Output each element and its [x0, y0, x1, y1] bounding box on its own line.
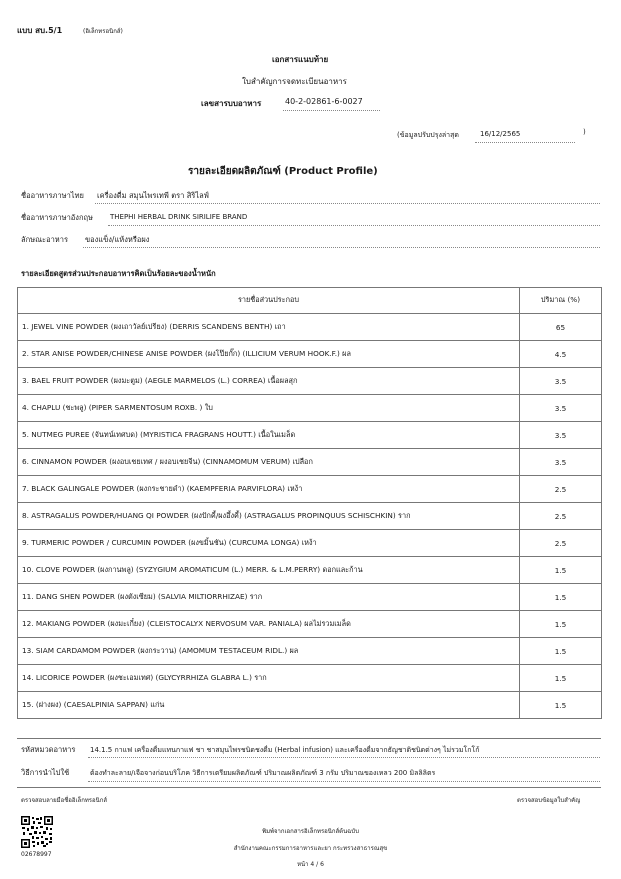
ingredient-name: 10. CLOVE POWDER (ผงกานพลู) (SYZYGIUM AROMATICUM (L.) MERR. & L.M.PERRY) ดอกและก้าน [18, 557, 520, 584]
food-type-value: ของแข็ง/แห้งหรือผง [85, 235, 150, 244]
table-row [18, 422, 602, 449]
table-row [18, 557, 602, 584]
usage-underline [88, 781, 600, 782]
printed-from-note: พิมพ์จากเอกสารอิเล็กทรอนิกส์ต้นฉบับ [262, 828, 359, 835]
ingredient-amount: 1.5 [520, 692, 602, 719]
ingredient-amount: 4.5 [520, 341, 602, 368]
signature-verify-label: ตรวจสอบลายมือชื่ออิเล็กทรอนิกส์ [21, 797, 108, 804]
thai-name-label: ชื่ออาหารภาษาไทย [21, 191, 84, 200]
table-row [18, 665, 602, 692]
footer-divider-bottom [17, 787, 601, 788]
usage-value: ต้องทำละลาย/เจือจางก่อนบริโภค วิธีการเตรียมผลิตภัณฑ์ ปริมาณผลิตภัณฑ์ 3 กรัม ปริมาณของเหลว 200 มิลลิลิตร [90, 769, 436, 777]
table-row [18, 584, 602, 611]
ingredient-amount: 3.5 [520, 422, 602, 449]
category-value: 14.1.5 กาแฟ เครื่องดื่มแทนกาแฟ ชา ชาสมุนไพรชนิดชงดื่ม (Herbal infusion) และเครื่องดื่มจากธัญชาติชนิดต่างๆ ไม่รวมโกโก้ [90, 746, 480, 754]
col-header-amount: ปริมาณ (%) [520, 288, 602, 314]
ingredient-name: 6. CINNAMON POWDER (ผงอบเชยเทศ / ผงอบเชยจีน) (CINNAMOMUM VERUM) เปลือก [18, 449, 520, 476]
category-label: รหัสหมวดอาหาร [21, 745, 76, 754]
certificate-verify-label: ตรวจสอบข้อมูลใบสำคัญ [517, 797, 581, 804]
update-close: ) [583, 128, 586, 136]
profile-title: รายละเอียดผลิตภัณฑ์ (Product Profile) [188, 166, 378, 177]
usage-label: วิธีการนำไปใช้ [21, 768, 70, 777]
ingredient-name: 13. SIAM CARDAMOM POWDER (ผงกระวาน) (AMOMUM TESTACEUM RIDL.) ผล [18, 638, 520, 665]
form-note: (อิเล็กทรอนิกส์) [83, 28, 123, 35]
eng-name-underline [108, 225, 600, 226]
table-row [18, 476, 602, 503]
ingredient-name: 11. DANG SHEN POWDER (ผงตังเซียม) (SALVIA MILTIORRHIZAE) ราก [18, 584, 520, 611]
reg-number-underline [283, 110, 380, 111]
ingredient-name: 3. BAEL FRUIT POWDER (ผงมะตูม) (AEGLE MARMELOS (L.) CORREA) เนื้อผลสุก [18, 368, 520, 395]
table-row [18, 611, 602, 638]
ingredients-table [17, 287, 602, 719]
ingredients-header-row [18, 288, 602, 314]
ingredient-name: 8. ASTRAGALUS POWDER/HUANG QI POWDER (ผงปักคี้/ผงอึ้งคี้) (ASTRAGALUS PROPINQUUS SCHISCHKIN) ราก [18, 503, 520, 530]
ingredient-amount: 2.5 [520, 530, 602, 557]
footer-divider-top [17, 738, 601, 739]
ingredient-amount: 3.5 [520, 368, 602, 395]
ingredient-amount: 1.5 [520, 638, 602, 665]
col-header-name: รายชื่อส่วนประกอบ [18, 288, 520, 314]
qr-code-number: 02678997 [21, 851, 52, 858]
ingredient-name: 12. MAKIANG POWDER (ผงมะเกี๋ยง) (CLEISTOCALYX NERVOSUM VAR. PANIALA) ผลไม่รวมเมล็ด [18, 611, 520, 638]
ingredient-amount: 1.5 [520, 611, 602, 638]
doc-subtitle: ใบสำคัญการจดทะเบียนอาหาร [242, 77, 347, 86]
table-row [18, 395, 602, 422]
category-underline [88, 757, 600, 758]
ingredients-title: รายละเอียดสูตรส่วนประกอบอาหารคิดเป็นร้อยละของน้ำหนัก [21, 269, 216, 278]
table-row [18, 530, 602, 557]
table-row [18, 692, 602, 719]
ingredient-amount: 1.5 [520, 665, 602, 692]
food-type-label: ลักษณะอาหาร [21, 235, 68, 244]
table-row [18, 368, 602, 395]
ingredient-amount: 3.5 [520, 395, 602, 422]
ingredient-amount: 2.5 [520, 476, 602, 503]
reg-label: เลขสารบบอาหาร [201, 99, 262, 108]
ingredient-amount: 1.5 [520, 584, 602, 611]
eng-name-value: THEPHI HERBAL DRINK SIRILIFE BRAND [110, 213, 248, 221]
table-row [18, 503, 602, 530]
ingredient-amount: 2.5 [520, 503, 602, 530]
form-code: แบบ สบ.5/1 [17, 26, 63, 35]
ingredient-amount: 3.5 [520, 449, 602, 476]
ingredient-name: 9. TURMERIC POWDER / CURCUMIN POWDER (ผงขมิ้นชัน) (CURCUMA LONGA) เหง้า [18, 530, 520, 557]
eng-name-label: ชื่ออาหารภาษาอังกฤษ [21, 213, 93, 222]
food-type-underline [83, 247, 600, 248]
update-date: 16/12/2565 [480, 130, 521, 138]
ingredient-name: 15. (ฝางผง) (CAESALPINIA SAPPAN) แก่น [18, 692, 520, 719]
ingredient-name: 4. CHAPLU (ชะพลู) (PIPER SARMENTOSUM ROXB. ) ใบ [18, 395, 520, 422]
ingredient-name: 7. BLACK GALINGALE POWDER (ผงกระชายดำ) (KAEMPFERIA PARVIFLORA) เหง้า [18, 476, 520, 503]
agency-name: สำนักงานคณะกรรมการอาหารและยา กระทรวงสาธารณสุข [233, 845, 388, 852]
reg-number: 40-2-02861-6-0027 [285, 97, 363, 106]
thai-name-underline [95, 203, 600, 204]
doc-title: เอกสารแนบท้าย [272, 55, 329, 64]
update-underline [475, 142, 575, 143]
update-label: (ข้อมูลปรับปรุงล่าสุด [397, 131, 459, 139]
thai-name-value: เครื่องดื่ม สมุนไพรเทพี ตรา สิริไลฟ์ [97, 191, 209, 200]
ingredient-name: 14. LICORICE POWDER (ผงชะเอมเทศ) (GLYCYRRHIZA GLABRA L.) ราก [18, 665, 520, 692]
ingredient-amount: 1.5 [520, 557, 602, 584]
ingredient-amount: 65 [520, 314, 602, 341]
table-row [18, 638, 602, 665]
ingredient-name: 2. STAR ANISE POWDER/CHINESE ANISE POWDER (ผงโป๊ยกั๊ก) (ILLICIUM VERUM HOOK.F.) ผล [18, 341, 520, 368]
table-row [18, 314, 602, 341]
table-row [18, 449, 602, 476]
ingredient-name: 5. NUTMEG PUREE (จันทน์เทศบด) (MYRISTICA FRAGRANS HOUTT.) เนื้อในเมล็ด [18, 422, 520, 449]
ingredient-name: 1. JEWEL VINE POWDER (ผงเถาวัลย์เปรียง) (DERRIS SCANDENS BENTH) เถา [18, 314, 520, 341]
table-row [18, 341, 602, 368]
page-number: หน้า 4 / 6 [297, 861, 324, 868]
